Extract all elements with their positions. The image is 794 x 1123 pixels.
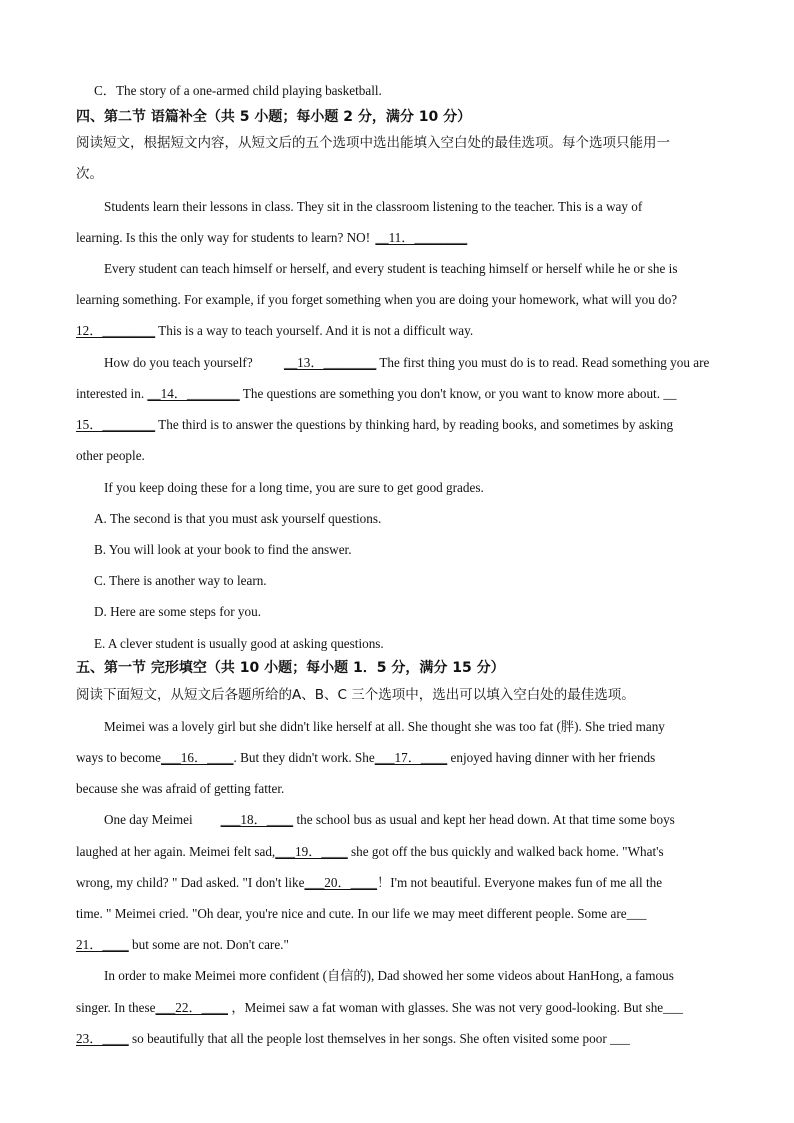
passage-2-line	[76, 966, 744, 986]
blank-23[interactable]: 23．____	[76, 1031, 129, 1046]
text: wrong, my child? " Dad asked. "I don't like	[76, 875, 305, 890]
section-5-1-instructions	[76, 685, 744, 705]
blank-16[interactable]: ___16．____	[160, 750, 234, 765]
blank-18[interactable]: ___18．____	[220, 812, 294, 827]
text: ！I'm not beautiful. Everyone makes fun of me all the	[377, 875, 663, 890]
passage-2-line	[76, 779, 744, 799]
text: other people.	[76, 448, 145, 463]
blank-15[interactable]: 15．________	[76, 417, 156, 432]
passage-1-line	[76, 415, 744, 435]
blank-20[interactable]: ___20．____	[304, 875, 378, 890]
text: laughed at her again. Meimei felt sad,	[76, 844, 276, 859]
passage-1-line	[76, 321, 744, 341]
passage-2-line	[76, 904, 744, 924]
text: One day Meimei	[104, 812, 193, 827]
text: If you keep doing these for a long time, you are sure to get good grades.	[104, 480, 484, 495]
text: the school bus as usual and kept her head down. At that time some boys	[293, 812, 675, 827]
text: D. Here are some steps for you.	[94, 604, 261, 619]
text: B. You will look at your book to find the answer.	[94, 542, 352, 557]
text: The first thing you must do is to read. Read something you are	[376, 355, 710, 370]
prev-option-c	[94, 81, 762, 101]
blank-17[interactable]: ___17．____	[374, 750, 448, 765]
text: A. The second is that you must ask yourself questions.	[94, 511, 382, 526]
passage-1-line	[76, 353, 744, 373]
passage-1-line	[76, 197, 744, 217]
text: In order to make Meimei more confident (自信的), Dad showed her some videos about HanHong, a famous	[104, 968, 674, 983]
text: she got off the bus quickly and walked back home. "What's	[347, 844, 664, 859]
option-a	[94, 509, 762, 529]
section-4-2-heading	[76, 107, 744, 127]
passage-1-line	[76, 228, 744, 248]
option-d	[94, 602, 762, 622]
text: because she was afraid of getting fatter.	[76, 781, 285, 796]
text: This is a way to teach yourself. And it is not a difficult way.	[155, 323, 474, 338]
passage-2-line	[76, 935, 744, 955]
text: ways to become	[76, 750, 161, 765]
text: 阅读短文，根据短文内容，从短文后的五个选项中选出能填入空白处的最佳选项。每个选项只能用一	[76, 135, 670, 151]
text: but some are not. Don't care."	[128, 937, 289, 952]
text: Students learn their lessons in class. They sit in the classroom listening to the teacher. This is a way of	[104, 199, 643, 214]
text: The third is to answer the questions by thinking hard, by reading books, and sometimes by asking	[155, 417, 674, 432]
text: learning. Is this the only way for students to learn? NO!	[76, 230, 374, 245]
option-c	[94, 571, 762, 591]
text: ，Meimei saw a fat woman with glasses. She was not very good-looking. But she___	[228, 1000, 683, 1015]
text: How do you teach yourself?	[104, 355, 256, 370]
text: so beautifully that all the people lost themselves in her songs. She often visited some poor ___	[128, 1031, 630, 1046]
passage-1-line	[76, 259, 744, 279]
option-e	[94, 634, 762, 654]
text: . But they didn't work. She	[233, 750, 375, 765]
passage-2-line	[76, 748, 744, 768]
text: The questions are something you don't know, or you want to know more about. __	[239, 386, 677, 401]
blank-11[interactable]: __11．________	[375, 230, 468, 245]
section-4-2-instructions-cont	[76, 164, 744, 184]
passage-1-line	[76, 446, 744, 466]
text: 五、第一节 完形填空（共 10 小题；每小题 1．5 分，满分 15 分）	[76, 660, 505, 676]
text: Meimei was a lovely girl but she didn't like herself at all. She thought she was too fat (胖). She tried many	[104, 719, 665, 734]
blank-21[interactable]: 21．____	[76, 937, 129, 952]
text: enjoyed having dinner with her friends	[447, 750, 656, 765]
passage-1-line	[76, 478, 744, 498]
passage-2-line	[76, 998, 744, 1018]
passage-1-line	[76, 384, 744, 404]
text: learning something. For example, if you forget something when you are doing your homework, what will you do?	[76, 292, 678, 307]
blank-12[interactable]: 12．________	[76, 323, 156, 338]
text: C. There is another way to learn.	[94, 573, 267, 588]
passage-2-line	[76, 1029, 744, 1049]
passage-2-line	[76, 717, 744, 737]
blank-14[interactable]: __14．________	[147, 386, 240, 401]
option-b	[94, 540, 762, 560]
passage-2-line	[76, 810, 744, 830]
text: C．The story of a one-armed child playing basketball.	[94, 83, 382, 98]
blank-22[interactable]: ___22．____	[155, 1000, 229, 1015]
text: Every student can teach himself or herself, and every student is teaching himself or herself while he or she is	[104, 261, 678, 276]
section-4-2-instructions	[76, 133, 744, 153]
text: 四、第二节 语篇补全（共 5 小题；每小题 2 分，满分 10 分）	[76, 109, 472, 125]
text: 次。	[76, 166, 103, 182]
text: singer. In these	[76, 1000, 156, 1015]
text: interested in.	[76, 386, 148, 401]
text: 阅读下面短文，从短文后各题所给的A、B、C 三个选项中，选出可以填入空白处的最佳选项。	[76, 687, 635, 703]
passage-2-line	[76, 873, 744, 893]
blank-13[interactable]: __13．________	[283, 355, 377, 370]
text: time. " Meimei cried. "Oh dear, you're nice and cute. In our life we may meet different people. Some are___	[76, 906, 647, 921]
passage-1-line	[76, 290, 744, 310]
passage-2-line	[76, 842, 744, 862]
text: E. A clever student is usually good at asking questions.	[94, 636, 384, 651]
section-5-1-heading	[76, 658, 744, 678]
blank-19[interactable]: ___19．____	[275, 844, 348, 859]
